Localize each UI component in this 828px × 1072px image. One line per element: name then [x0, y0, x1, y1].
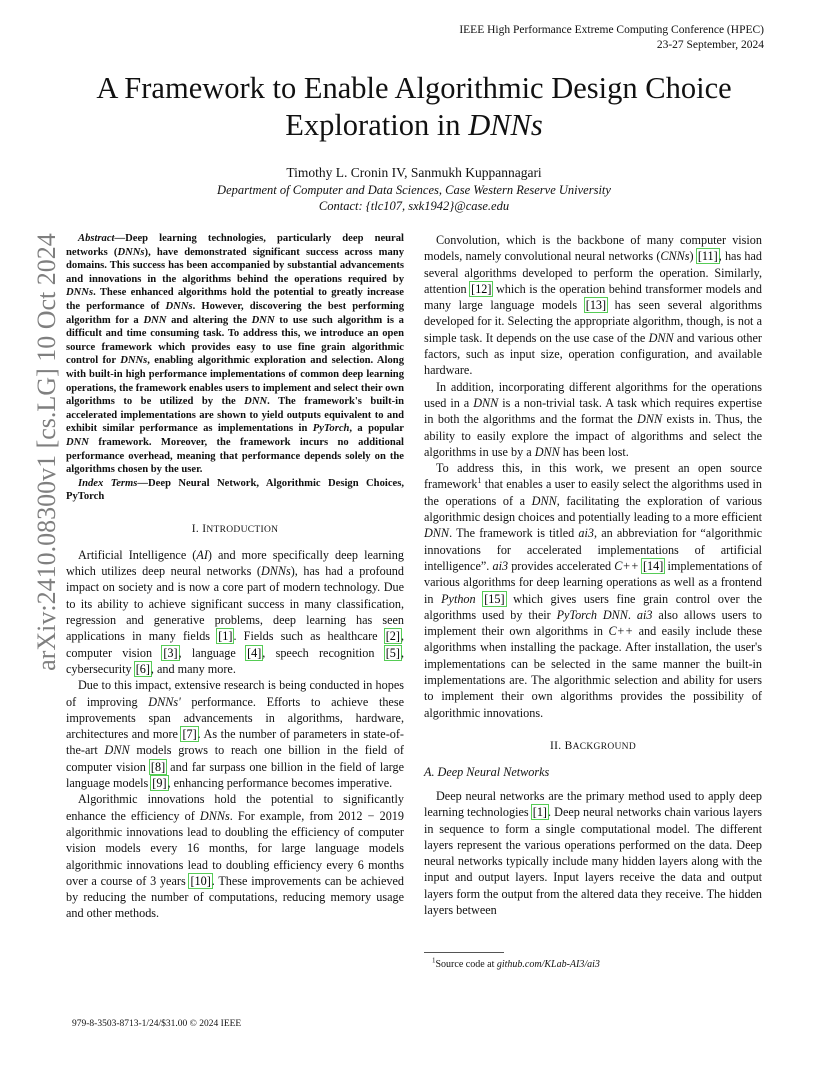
footnote-number: 1 — [432, 956, 436, 965]
citation-link[interactable]: [4] — [247, 645, 262, 660]
citation-link[interactable]: [3] — [163, 645, 178, 660]
intro-paragraph-3: Algorithmic innovations hold the potential to significantly enhance the efficiency of DNNs. For example, from 2012 − 2019 algorithmic innovations lead to doubling the efficiency of computer vision models every 16 months, for large language models algorithmic innovations lead to doubling efficiency every 6 months over a course of 3 years [10]. These improvements can be achieved by reducing the number of computations, reducing memory usage and other methods. — [66, 792, 404, 921]
abstract-label: Abstract — [78, 233, 115, 244]
citation-link[interactable]: [7] — [182, 727, 197, 742]
abstract-text: Deep learning technologies, particularly deep neural networks (DNNs), have demonstrated significant success across many domains. This success has been accompanied by substantial advancements and innovations in the algorithms behind the operations required by DNNs. These enhanced algorithms hold the potential to greatly increase the performance of DNNs. However, discovering the best performing algorithm for a DNN and altering the DNN to use such algorithm is a difficult and time consuming task. To address this, we introduce an open source framework which provides easy to use fine grain algorithmic control for DNNs, enabling algorithmic exploration and selection. Along with built-in high performance implementations of common deep learning operations, the framework enables users to implement and select their own algorithms to be utilized by the DNN. The framework's built-in accelerated implementations are shown to yield outputs equivalent to and exhibit similar performance as implementations in PyTorch, a popular DNN framework. Moreover, the framework incurs no additional performance overhead, meaning that performance depends solely on the algorithms chosen by the user. — [66, 233, 404, 476]
citation-link[interactable]: [1] — [532, 805, 547, 820]
intro-paragraph-1: Artificial Intelligence (AI) and more specifically deep learning which utilizes deep neural networks (DNNs), has had a profound impact on society and is now a core part of modern technology. Due to its ability to achieve significant success in many classification, regression and generative problems, deep learning has seen applications in many fields [1]. Fields such as healthcare [2], computer vision [3], language [4], speech recognition [5], cybersecurity [6], and many more. — [66, 547, 404, 676]
citation-link[interactable]: [1] — [218, 629, 233, 644]
section-heading-introduction: I. INTRODUCTION — [191, 522, 279, 535]
paper-title-main: A Framework to Enable Algorithmic Design Choice Exploration in — [96, 71, 732, 142]
citation-link[interactable]: [15] — [484, 591, 505, 606]
citation-link[interactable]: [8] — [150, 759, 166, 774]
citation-link[interactable]: [14] — [643, 558, 664, 573]
index-terms: Index Terms—Deep Neural Network, Algorithmic Design Choices, PyTorch — [66, 477, 404, 503]
affiliation: Department of Computer and Data Sciences, Case Western Reserve University — [217, 183, 611, 197]
conference-header — [459, 23, 764, 53]
citation-link[interactable]: [5] — [385, 645, 400, 660]
intro-paragraph-4: Convolution, which is the backbone of many computer vision models, namely convolutional neural networks (CNNs) [11], has had several algorithms developed to perform the operation. Similarly, attention [12] which is the operation behind transformer models and many large language models [13] has seen several algorithms developed for it. Selecting the appropriate algorithm, though, is not a simple task. It depends on the use case of the DNN and various other factors, such as input size, operation configuration, and available hardware. — [424, 233, 763, 378]
intro-paragraph-5: In addition, incorporating different algorithms for the operations used in a DNN is a non-trivial task. A task which requires expertise in both the algorithms and the format the DNN exists in. Thus, the ability to easily explore the impact of algorithms and select the algorithms in use by a DNN has been lost. — [424, 379, 762, 459]
conference-dates: 23-27 September, 2024 — [656, 39, 764, 51]
background-paragraph-1: Deep neural networks are the primary method used to apply deep learning technologies [1]. Deep neural networks chain various layers in sequence to form a single computational model. The different layers represent the various operations performed on the data. Deep neural networks typically include many hidden layers along with the input and output layers. Input layers receive the data and output layers form the output from the altered data they receive. The hidden layers between — [424, 788, 763, 917]
citation-link[interactable]: [6] — [135, 661, 150, 676]
footnote-divider — [424, 952, 504, 953]
paper-title — [40, 70, 788, 144]
intro-paragraph-6: To address this, in this work, we present an open source framework$^1$ that enables a user to easily select the algorithms used in the operations of a DNN, facilitating the exploration of various algorithmic design choices and potentially leading to a more efficient DNN. The framework is titled ai3, an abbreviation for “algorithmic innovations for accelerated implementations of artificial intelligence”. ai3 provides accelerated C++ [14] implementations of various algorithms for deep learning operations as well as a frontend in Python [15] which gives users fine grain control over the algorithms used by their PyTorch DNN. ai3 also allows users to implement their own algorithms in C++ and easily include these algorithms when installing the package. After installation, the user's implementations can be selected in the same manner the built-in implementations are. The algorithmic selection and ability for users to implement their own algorithms provides the possibility of algorithmic innovations. — [424, 461, 763, 720]
index-terms-text: Deep Neural Network, Algorithmic Design Choices, PyTorch — [66, 477, 404, 503]
citation-link[interactable]: [13] — [585, 298, 607, 313]
arxiv-stamp: arXiv:2410.08300v1 [cs.LG] 10 Oct 2024 — [32, 233, 61, 671]
footnote-link[interactable]: github.com/KLab-AI3/ai3 — [496, 959, 600, 970]
citation-link[interactable]: [12] — [471, 281, 492, 296]
paper-title-italic: DNNs — [468, 108, 543, 142]
footnote-label: Source code at — [435, 959, 497, 970]
conference-name: IEEE High Performance Extreme Computing Conference (HPEC) — [459, 24, 764, 36]
copyright-line: 979-8-3503-8713-1/24/$31.00 © 2024 IEEE — [72, 1019, 242, 1029]
intro-paragraph-2: Due to this impact, extensive research is being conducted in hopes of improving DNNs' performance. Efforts to achieve these improvements span advancements in algorithms, hardware, architectures and more [7]. As the number of parameters in state-of-the-art DNN models grows to reach one billion in the field of computer vision [8] and far surpass one billion in the field of large language models [9], enhancing performance becomes imperative. — [66, 678, 405, 791]
index-terms-label: Index Terms — [78, 477, 138, 489]
citation-link[interactable]: [9] — [152, 776, 167, 791]
footnote-marker[interactable]: 1 — [477, 476, 482, 486]
authors: Timothy L. Cronin IV, Sanmukh Kuppannagari — [286, 165, 542, 180]
citation-link[interactable]: [10] — [190, 873, 211, 888]
citation-link[interactable]: [2] — [385, 629, 400, 644]
right-column — [424, 232, 762, 918]
section-heading-background: II. BACKGROUND — [550, 739, 636, 752]
subsection-heading-dnn: A. Deep Neural Networks — [424, 764, 550, 779]
citation-link[interactable]: [11] — [697, 249, 718, 264]
footnote — [432, 958, 600, 971]
abstract: Abstract—Deep learning technologies, particularly deep neural networks (DNNs), have demonstrated significant success across many domains. This success has been accompanied by substantial advancements and innovations in the algorithms behind the operations required by DNNs. These enhanced algorithms hold the potential to greatly increase the performance of DNNs. However, discovering the best performing algorithm for a DNN and altering the DNN to use such algorithm is a difficult and time consuming task. To address this, we introduce an open source framework which provides easy to use fine grain algorithmic control for DNNs, enabling algorithmic exploration and selection. Along with built-in high performance implementations of common deep learning operations, the framework enables users to implement and select their own algorithms to be utilized by the DNN. The framework's built-in accelerated implementations are shown to yield outputs equivalent to and exhibit similar performance as implementations in PyTorch, a popular DNN framework. Moreover, the framework incurs no additional performance overhead, meaning that performance depends solely on the algorithms chosen by the user. — [66, 233, 404, 476]
contact-emails: Contact: {tlc107, sxk1942}@case.edu — [318, 199, 510, 213]
left-column — [66, 232, 404, 922]
